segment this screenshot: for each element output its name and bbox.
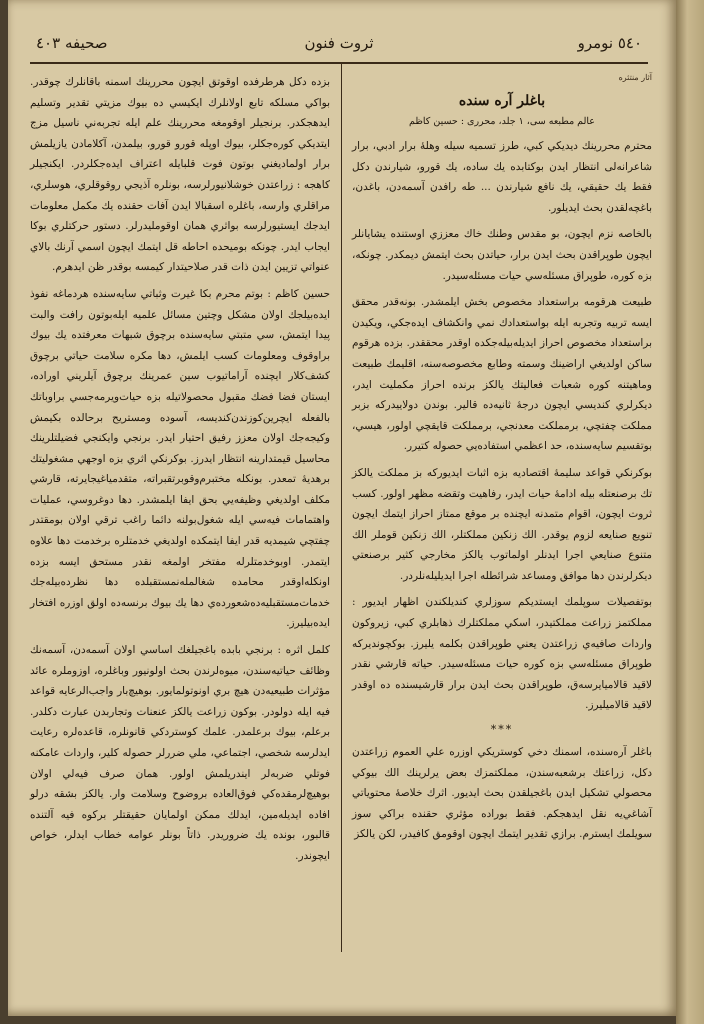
section-tag: آثار منتثره xyxy=(618,73,652,82)
header-rule xyxy=(30,62,648,64)
journal-title: ثروت فنون xyxy=(304,34,374,52)
paragraph: طبيعت هرقومه براستعداد مخصوص بخش ايلمشدر. بونه‌قدر محقق ايسه تربيه وتجربه ايله بواستعدادك نمي وانكشاف ايده‌جكي، ويكيدن براستعداد مخصوص احراز ايديله‌بيله‌جكده اوقدر محققدر. بزده هرقوم ساكن اولديغي اراضينك وسمته وطابع مخصوصه‌سنه، اقليمك طبيعت وماهيتنه كوره شعبات فعاليتك يالكز برنده احراز مكمليت ايدر، ديكرلري كنديسي ايچون درجهٔ ثانيه‌ده قالير. بوندن دولاييدركه بزبر مملكت چفتچي، برمملكت معدنجي، برمملكت قايقچي اولور، هيسي، بوتقسيم سايه‌سنده، حد اعظمي استفاده‌يي حصوله كتيرر. xyxy=(352,296,652,453)
separator: *** xyxy=(490,723,514,737)
closing-paragraph: باغلر آره‌سنده، اسمنك دخي كوستريكي اوزره علي العموم زراعتدن دكل، زراعتك برشعبه‌سندن، مملكتمزك بعض يرلرينك الك بيوكي محصولي تشكيل ايدن باغجيلقدن بحث ايديور. اثرك خلاصهٔ محتوياتي آشاغي‌يه نقل ايدهجكم. فقط بوراده مؤثري حقنده براكي سوز سويلمك ايسترم. برازي تقدير ايتمك ايچون اوقومق كافيدر، لكن يالكز xyxy=(352,746,652,841)
journal-page xyxy=(8,0,676,1016)
book-spine xyxy=(676,0,704,1024)
paragraph: بزده دكل هرطرفده اوقوتق ايچون محررينك اسمنه باقانلرك چوقدر. بواكي مسلكه تابع اولانلرك ايكيسي ده بيوك مزيتي تقدير وتسليم ايدهجكدر. برنجيلر اوقومغه محررينك علم ايله تجربه‌ني ناسيل مزج ايتديكي كوره‌جكلر، بيوك اوپله قورو قورو، بيلمدن، آكلامادن يازيلمش برار اولماديغني بوتون فوت قلبايله اعتراف ايده‌جكلردر. ايكنجيلر كاهجه : زراعتدن خوشلانيورلرسه، بونلره آذيجي روقوقلري، هوسلري، مراقلري وارسه، باغلره اسقبالا ايدن آفات حقنده يك مكمل معلومات ايدجك ايستيورلرسه بواثري همان اوقومليدرلر. دستور حركتلري بوكا ايجاب ايدر. چونكه بوميحده احاطه قل ايتمك ايچون اسمي آرنك بالاي عنواتي تزيين ايدن ذات قدر صلاحيتدار كيمسه بوقدر ظن ايدهرم. xyxy=(30,76,330,274)
paragraph: محترم محررينك ديديكي كبي، طرز تسميه سيله وهلهٔ برار ادبي، برار شاعرانه‌لی انتظار ايدن بوكتابده يك ساده، يك قورو، شيارندن دكل فقط يك حقيقي، يك نافع شيارندن ... طه رافدن آسمه‌دن، باغدن، باغچه‌لقدن بحث ايديلور. xyxy=(352,140,652,214)
left-column xyxy=(30,72,330,873)
paragraph: بالخاصه نزم ايچون، بو مقدس وطنك خاك معززي اوستنده يشايانلر ايچون طوپراقدن بحث ايدن برار، حياتدن بحث ايتمش ديمكدر. چونكه، بزه كوره، طوپراق مسئله‌سي حيات مسئله‌سيدر. xyxy=(352,228,652,282)
page-number: صحيفه ٤٠٣ xyxy=(36,34,108,52)
paragraph: بوتفصيلات سوپلمك ايستديكم سوزلري كنديلكندن اظهار ايديور : مملكتمز زراعت مملكتيدر، اسكي مملكتلرك ذهابلري كبي، زيروكون واردات صافيه‌ي زراعتدن يعني طوپراقدن بكلمه يليرز. بوكچونديركه طوپراق مسئله‌سي بزه كوره حيات مسئله‌سيدر. حياته قارشي نقدر لاقيد قالاميايرسه‌ق، طوپراقدن بحث ايدن برار قارشيسنده ده اوقدر لاقيد قالاميليرز. xyxy=(352,596,652,712)
article-byline: عالم مطبعه سی، ١ جلد، محرری : حسين كاظم xyxy=(409,116,595,127)
paragraph: كلمل اثره : برنجي بابده باغجيلغك اساسي اولان آسمه‌دن، آسمه‌نك وظائف حياتيه‌سندن، ميوه‌لرندن بحث اولونيور وباغلره، اوزوملره عائد مؤثرات طبيعيه‌دن هيچ بري اونوتولمايور. بوهيچ‌بار واجب‌الرعايه قواعد فيه ايله دولودر. بوكون زراعت يالكز عنعنات وتجاربدن عبارت دكلدر. برعلم، بيوك برعلمدر. علمك كوستردكي قانونلره، قاعده‌لره رعايت ايدلرسه شخصي، اجتماعي، ملي ضررلر حصوله كلير، واردات عامكنه فوتلي ضربه‌لر ايندريلمش اولور. همان صرف فيه‌لي اولان بوهيچ‌لرمقده‌كي فوق‌العاده بروضوح وسلامت وار. يالكز بشقه درلو افاده ايديله‌مين، ايدلك ممكن اولمايان حقيقتلر بركوه فيه آلتنده قالبور، بونده يك ضروريدر. ذاتاً بونلر عوامه خطاب ايدلر، خواص ايچوندر. xyxy=(30,644,330,862)
right-column xyxy=(352,72,652,851)
paragraph: بوكرنكي قواعد سليمهٔ اقتصاديه بزه اثبات ايديوركه بز مملكت يالكز تك برصنعتله بيله ادامهٔ حيات ايدر، رفاهيت وتقضه مظهر اولور. كسب ثروت ايچون، اقوام متمدنه ايچنده بر موقع ممتاز احراز ايتمك ايچون تنويع صنايعه لزوم يوقدر. الك زنكين مملكتلر، الك زنكين قوملر الك متنوع صنايعي اجرا ايدنلر اولماتوب يالكز مخارجي كثير برصنعتي ديكرلرندن دها موافق ومساعد شرائطله اجرا ايديليله‌نلردر. xyxy=(352,466,652,582)
issue-number: ٥٤٠ نومرو xyxy=(577,34,642,52)
article-title: باغلر آره سنده xyxy=(458,93,546,109)
page-header xyxy=(30,30,648,60)
paragraph: حسين كاظم : بوتم محرم بكا غيرت وثباتي سايه‌سنده هردماغه نفوذ ايده‌بيلجك اولان مشكل وچتين مسائل علميه ايله‌بوتون رافت والبت پيدا ايتمش، سي متبتي سايه‌سنده برچوق شبهات معرفتده يك بيوك براوقوف ومعلومات كسب ايلمش، دها مكره سلامت حياتي برچوق كشف‌كلار ايچنده آراماتيوب سين عمرينك برچوق آيلريني اوراده، ايستان فضا فضك مقبول محصولاتيله بزه حيات‌ويرمه‌جسي براوباتك بالفعله ايچرين‌كوزندن‌كنديسه، آسوده ومستريح برحالده بكيمش وكيجه‌جك اولان معزز رفيق احتيار ايدر. برنجي وايكنجي فضيلتلرينك محاسيل قيمتدارينه انتظار ايدرز. بوكرنكي اثري بزه اوجهي مشغوليتك برهديهٔ تمعدر. بونكله مختبرم‌وقوبرتقبراته، متقدمياغيجايرته، قارشي مكلف اولديغي وظيفه‌يي بحق ايفا ايلمشدر. دها دوغروسي، عمليات واهتمامات فيه‌سي ايله شغول‌بولنه دائما راغب ترقي اولان بومقتدر چفتچي شيمديه قدر ايفا ايتمكده اولديغي خدمتلره برخدمت دها علاوه ايتمدر. اوبوخدمتلرله مفتخر اولمغه نقدر مستحق ايسه بزده اونكله‌اوقدر محامده شغالمله‌نمستقبلده دها نظرده‌بيله‌جك خدمات‌مستقبليه‌ده‌شعورده‌ي دها يك بيوك برنسه‌ده اولق اوزره افتخار ايده‌بيليرز. xyxy=(30,287,330,630)
column-divider xyxy=(341,64,342,952)
